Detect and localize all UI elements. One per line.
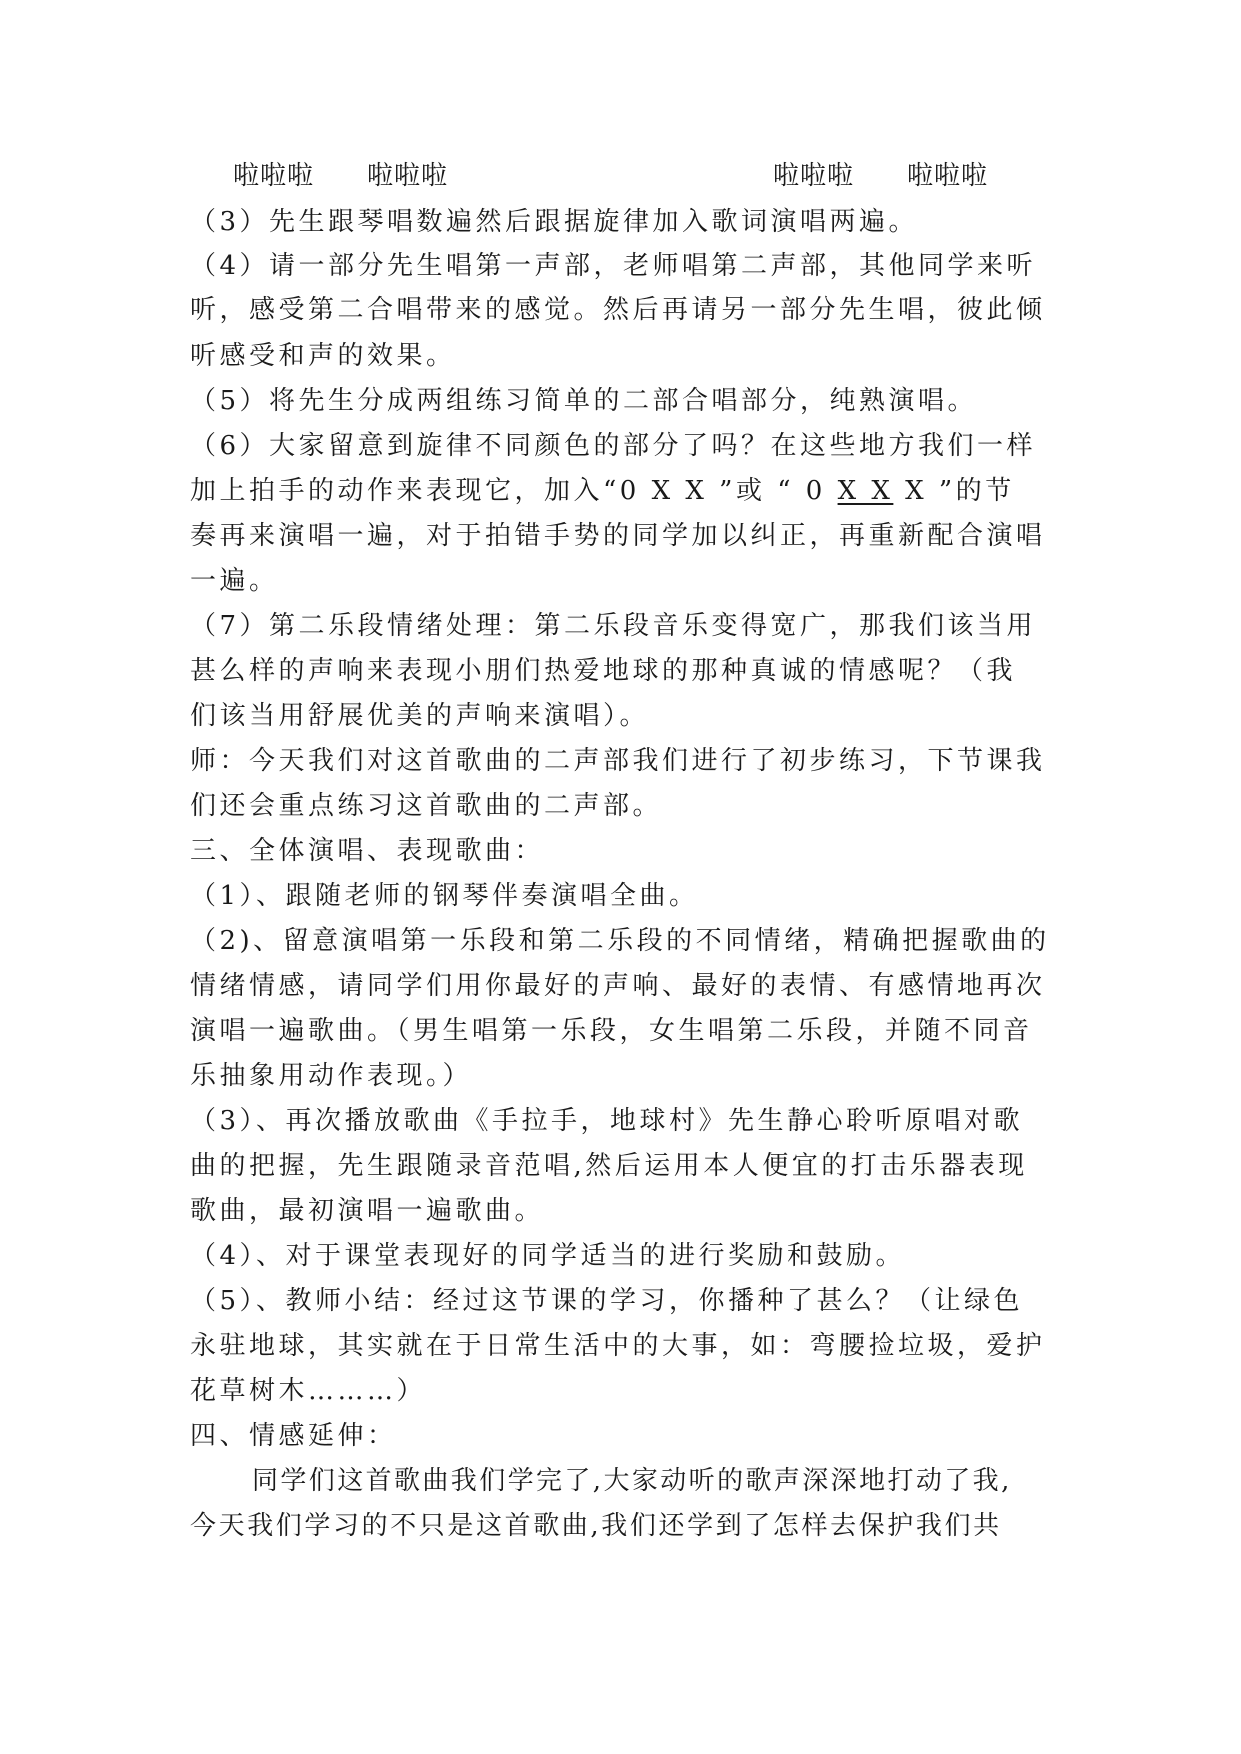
- text-line: 们该当用舒展优美的声响来演唱）。: [190, 701, 650, 731]
- text-line: （2)、留意演唱第一乐段和第二乐段的不同情绪，精确把握歌曲的: [190, 926, 1050, 956]
- rhythm-underlined-notes: X X: [837, 476, 894, 506]
- text-line: 听感受和声的效果。: [190, 341, 456, 371]
- text-line: 奏再来演唱一遍，对于拍错手势的同学加以纠正，再重新配合演唱: [190, 521, 1046, 551]
- text-line: （4）、对于课堂表现好的同学适当的进行奖励和鼓励。: [190, 1241, 906, 1271]
- rhythm-line: [190, 474, 1015, 508]
- text-line: 乐抽象用动作表现。）: [190, 1061, 473, 1091]
- text-line: 师：今天我们对这首歌曲的二声部我们进行了初步练习，下节课我: [190, 746, 1046, 776]
- text-line: 情绪情感，请同学们用你最好的声响、最好的表情、有感情地再次: [190, 971, 1046, 1001]
- text-line: 歌曲，最初演唱一遍歌曲。: [190, 1196, 545, 1226]
- text-line: 永驻地球，其实就在于日常生活中的大事，如：弯腰捡垃圾，爱护: [190, 1331, 1046, 1361]
- lyric-la-4: 啦啦啦: [907, 161, 989, 191]
- rhythm-text-end: X ”的节: [893, 476, 1015, 506]
- text-line: 今天我们学习的不只是这首歌曲,我们还学到了怎样去保护我们共: [190, 1511, 1002, 1541]
- text-line: 演唱一遍歌曲。（男生唱第一乐段，女生唱第二乐段，并随不同音: [190, 1016, 1033, 1046]
- text-line: 曲的把握，先生跟随录音范唱,然后运用本人便宜的打击乐器表现: [190, 1151, 1028, 1181]
- section-heading: 四、情感延伸：: [190, 1421, 397, 1451]
- section-heading: 三、全体演唱、表现歌曲：: [190, 836, 545, 866]
- text-line: （1）、跟随老师的钢琴伴奏演唱全曲。: [190, 881, 699, 911]
- lyric-la-1: 啦啦啦: [233, 161, 315, 191]
- text-line: 一遍。: [190, 566, 279, 596]
- text-line: （4）请一部分先生唱第一声部，老师唱第二声部，其他同学来听: [190, 251, 1037, 281]
- text-line: （6）大家留意到旋律不同颜色的部分了吗？在这些地方我们一样: [190, 431, 1037, 461]
- rhythm-text: 加上拍手的动作来表现它，加入“0 X X ”或 “ 0: [190, 476, 838, 506]
- text-line: （3）、再次播放歌曲《手拉手，地球村》先生静心聆听原唱对歌: [190, 1106, 1024, 1136]
- text-line: （5）将先生分成两组练习简单的二部合唱部分，纯熟演唱。: [190, 386, 978, 416]
- text-line: 花草树木………）: [190, 1376, 427, 1406]
- text-line: （3）先生跟琴唱数遍然后跟据旋律加入歌词演唱两遍。: [190, 207, 919, 237]
- text-line: 听，感受第二合唱带来的感觉。然后再请另一部分先生唱，彼此倾: [190, 295, 1046, 325]
- text-line: （7）第二乐段情绪处理：第二乐段音乐变得宽广，那我们该当用: [190, 611, 1037, 641]
- text-line: （5）、教师小结：经过这节课的学习，你播种了甚么？（让绿色: [190, 1286, 1024, 1316]
- lyric-la-2: 啦啦啦: [367, 161, 449, 191]
- lyric-la-3: 啦啦啦: [773, 161, 855, 191]
- text-line: 们还会重点练习这首歌曲的二声部。: [190, 791, 663, 821]
- paragraph-first-line: 同学们这首歌曲我们学完了,大家动听的歌声深深地打动了我,: [252, 1466, 1012, 1496]
- text-line: 甚么样的声响来表现小朋们热爱地球的那种真诚的情感呢？（我: [190, 656, 1017, 686]
